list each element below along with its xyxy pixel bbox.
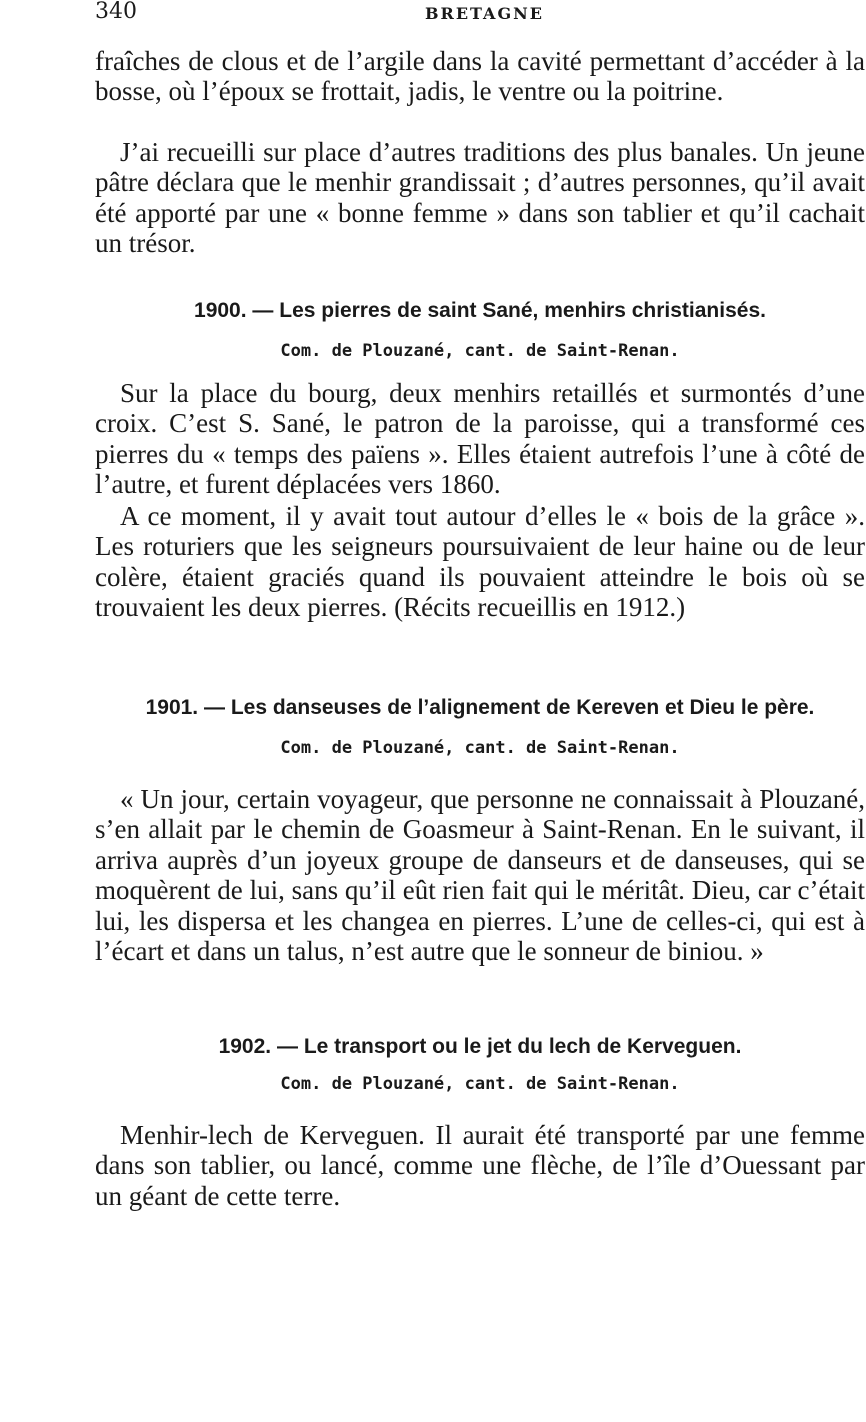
entry-1902-paragraph-1: Menhir-lech de Kerveguen. Il aurait été transporté par une femme dans son tablier, ou lancé, comme une flèche, de l’île d’Ouessant par un géant de cette terre. bbox=[95, 1120, 865, 1211]
running-head bbox=[95, 0, 865, 26]
paragraph-traditions: J’ai recueilli sur place d’autres traditions des plus banales. Un jeune pâtre déclara que le menhir grandissait ; d’autres personnes, qu’il avait été apporté par une « bonne femme » dans son tablier et qu’il cachait un trésor. bbox=[95, 137, 865, 259]
entry-number: 1901. bbox=[145, 696, 199, 719]
entry-title: — Les pierres de saint Sané, menhirs christianisés. bbox=[252, 299, 766, 322]
entry-number: 1902. bbox=[218, 1035, 272, 1058]
entry-location-1900: Com. de Plouzané, cant. de Saint-Renan. bbox=[280, 341, 680, 361]
entry-1901-paragraph-1: « Un jour, certain voyageur, que personne ne connaissait à Plouzané, s’en allait par le chemin de Goasmeur à Saint-Renan. En le suivant, il arriva auprès d’un joyeux groupe de danseurs et de danseuses, qui se moquèrent de lui, sans qu’il eût rien fait qui le méritât. Dieu, car c’était lui, les dispersa et les changea en pierres. L’une de celles-ci, qui est à l’écart et dans un talus, n’est autre que le sonneur de biniou. » bbox=[95, 784, 865, 967]
entry-1900-paragraph-2: A ce moment, il y avait tout autour d’elles le « bois de la grâce ». Les roturiers que les seigneurs poursuivaient de leur haine ou de leur colère, étaient graciés quand ils pouvaient atteindre le bois où se trouvaient les deux pierres. (Récits recueillis en 1912.) bbox=[95, 501, 865, 623]
entry-number: 1900. bbox=[194, 299, 247, 322]
paragraph-continuation: fraîches de clous et de l’argile dans la cavité permettant d’accéder à la bosse, où l’époux se frottait, jadis, le ventre ou la poitrine. bbox=[95, 46, 865, 107]
entry-1900-paragraph-1: Sur la place du bourg, deux menhirs retaillés et surmontés d’une croix. C’est S. Sané, le patron de la paroisse, qui a transformé ces pierres du « temps des païens ». Elles étaient autrefois l’une à côté de l’autre, et furent déplacées vers 1860. bbox=[95, 378, 865, 500]
page-number: 340 bbox=[95, 0, 137, 24]
entry-heading-1901 bbox=[95, 695, 865, 721]
entry-title: — Les danseuses de l’alignement de Kereven et Dieu le père. bbox=[204, 696, 815, 719]
running-title: BRETAGNE bbox=[425, 4, 544, 23]
entry-location-1901: Com. de Plouzané, cant. de Saint-Renan. bbox=[280, 738, 680, 758]
entry-heading-1902 bbox=[95, 1034, 865, 1060]
entry-heading-1900 bbox=[95, 298, 865, 324]
entry-title: — Le transport ou le jet du lech de Kerveguen. bbox=[276, 1035, 742, 1058]
entry-location-1902: Com. de Plouzané, cant. de Saint-Renan. bbox=[280, 1074, 680, 1094]
